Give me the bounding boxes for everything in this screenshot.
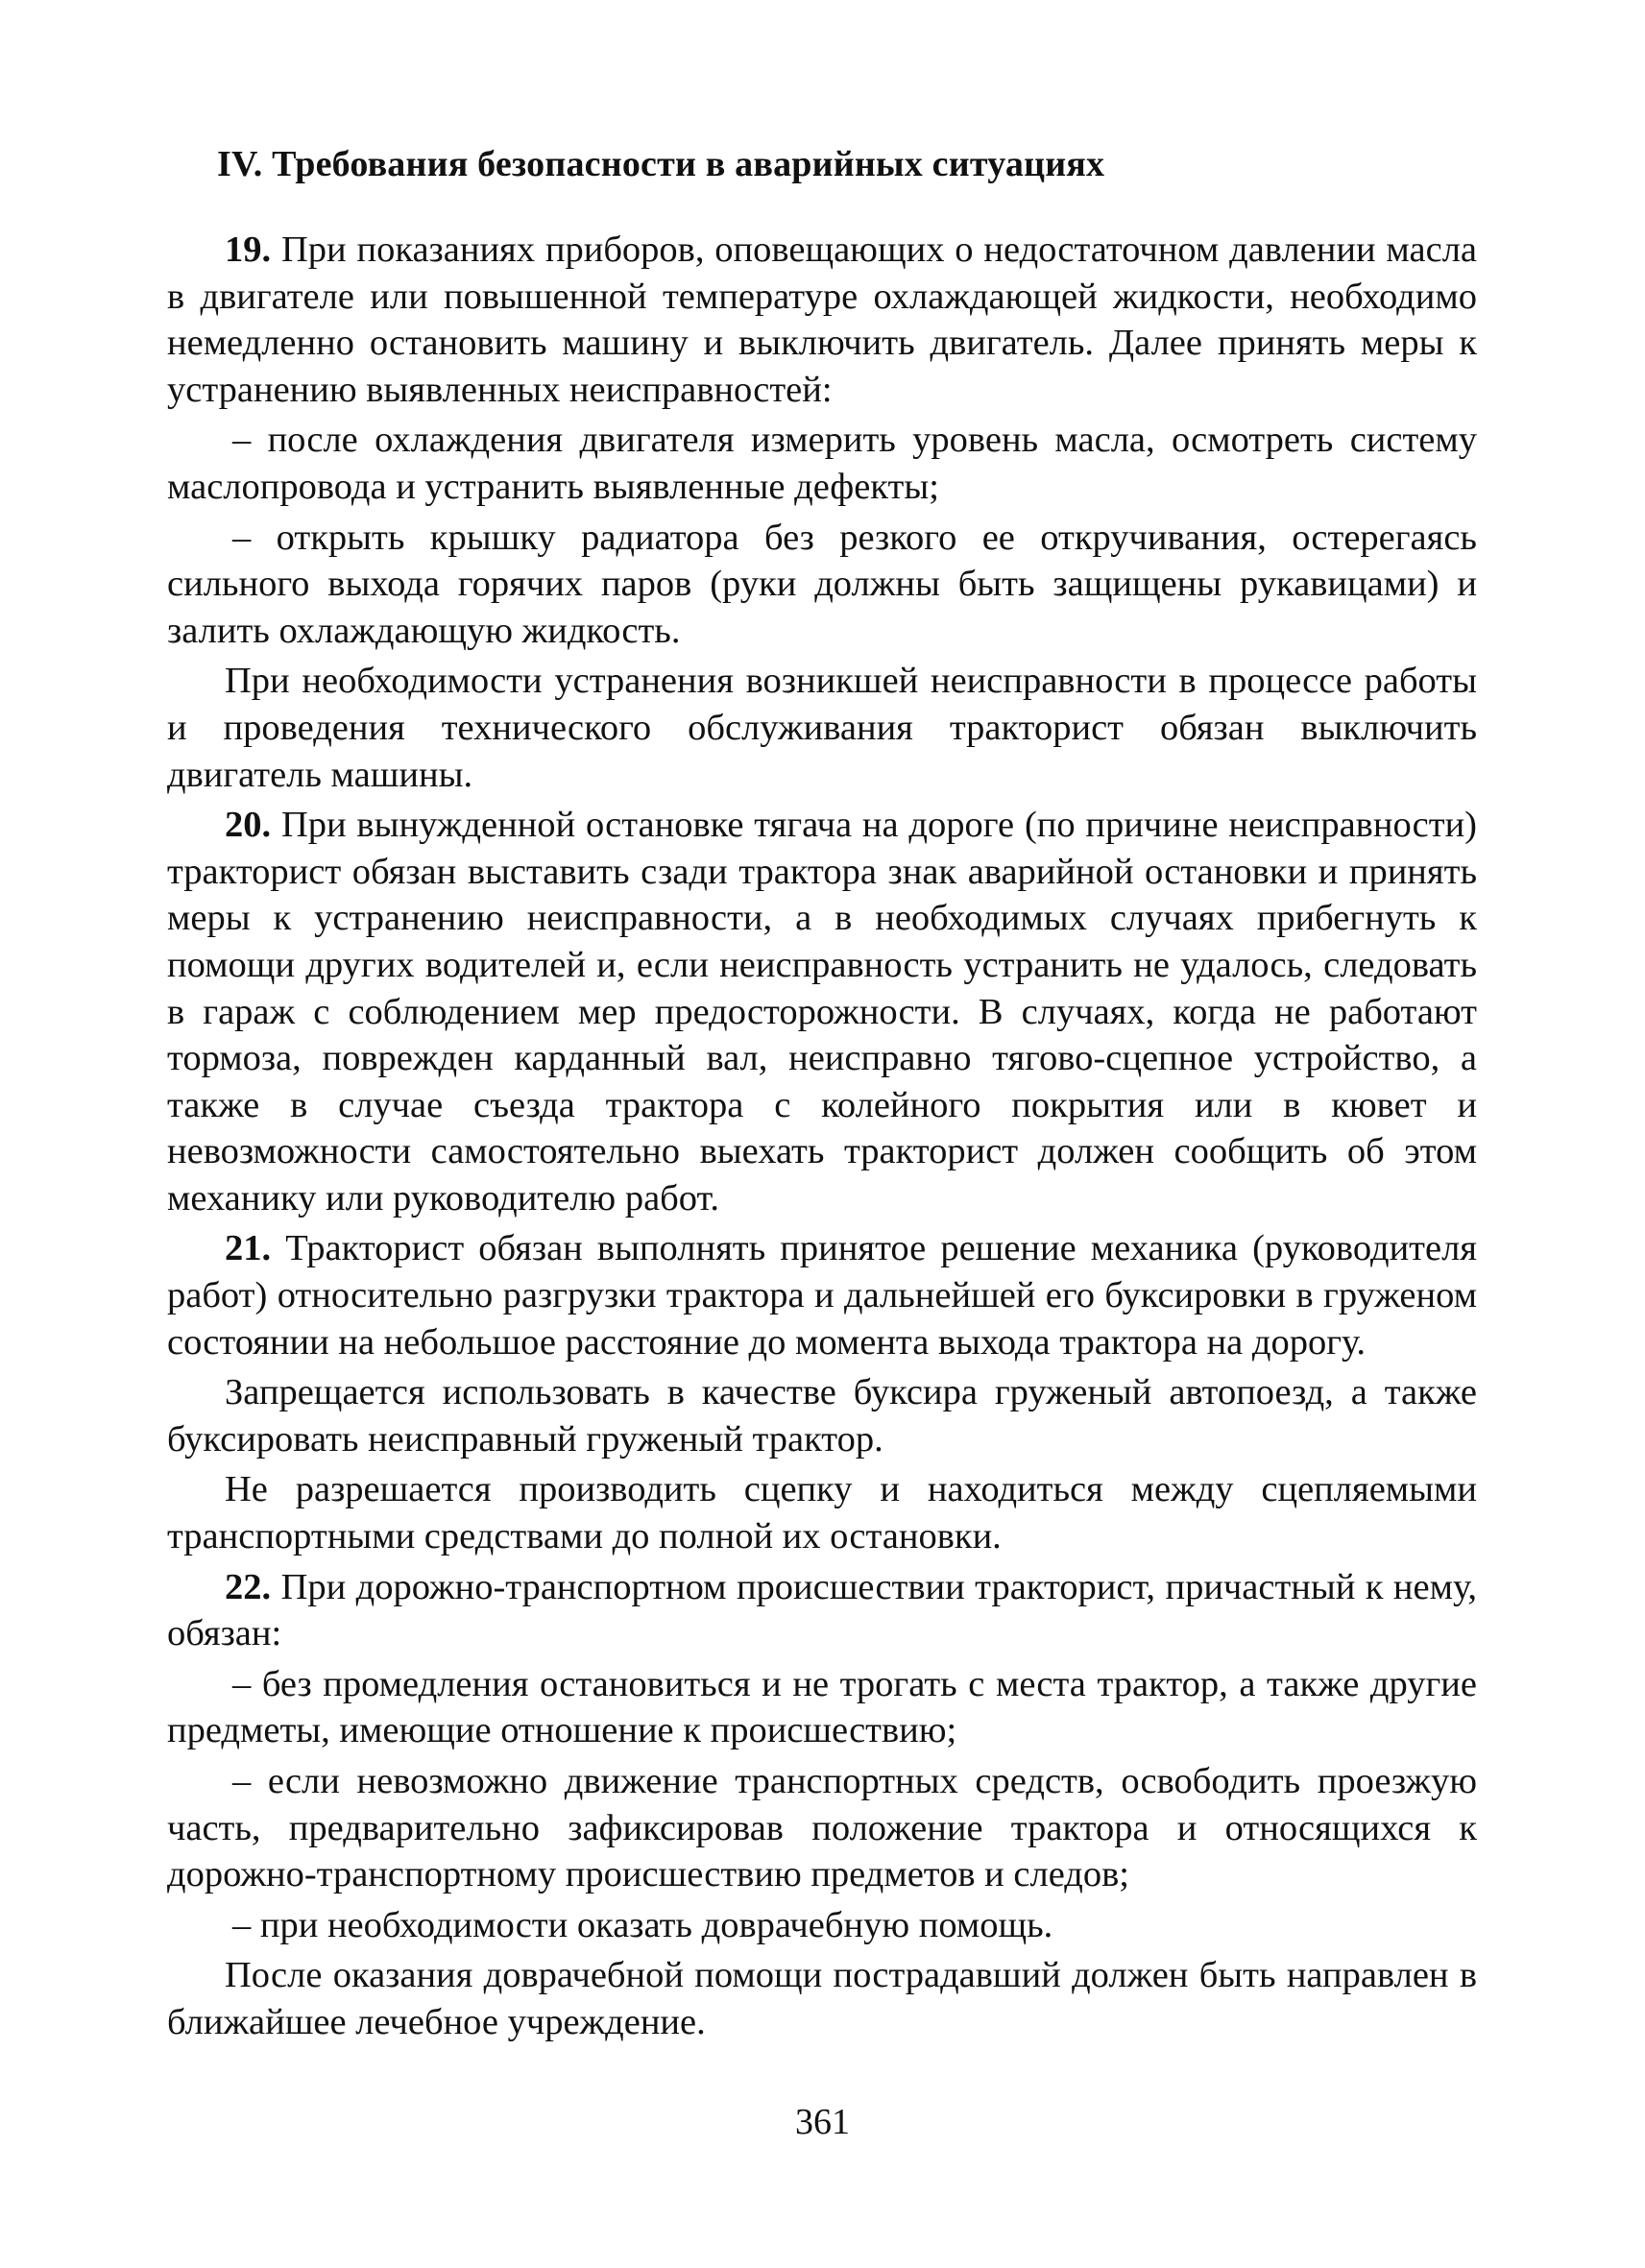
paragraph-19 <box>167 227 1477 413</box>
paragraph-text: – открыть крышку радиатора без резкого ее откручивания, остерегаясь сильного выхода горячих паров (руки должны быть защищены рукавицами) и залить охлаждающую жидкость. <box>167 517 1477 651</box>
paragraph-22-step-3 <box>167 1902 1477 1949</box>
paragraph-22-step-1 <box>167 1661 1477 1754</box>
paragraph-19-step-2 <box>167 515 1477 655</box>
paragraph-text: Не разрешается производить сцепку и находиться между сцепляемыми транспортными средствами до полной их остановки. <box>167 1469 1477 1557</box>
paragraph-text: После оказания доврачебной помощи пострадавший должен быть направлен в ближайшее лечебное учреждение. <box>167 1955 1477 2042</box>
paragraph-22 <box>167 1564 1477 1657</box>
paragraph-text: – после охлаждения двигателя измерить уровень масла, осмотреть систему маслопровода и устранить выявленные дефекты; <box>167 420 1477 507</box>
paragraph-21-prohibition <box>167 1369 1477 1462</box>
item-number: 21. <box>225 1228 272 1269</box>
section-heading: IV. Требования безопасности в аварийных ситуациях <box>217 144 1105 184</box>
document-page <box>167 142 1477 2050</box>
item-number: 19. <box>225 229 272 270</box>
paragraph-21 <box>167 1225 1477 1365</box>
paragraph-text: Запрещается использовать в качестве буксира груженый автопоезд, а также буксировать неисправный груженый трактор. <box>167 1372 1477 1460</box>
item-number: 22. <box>225 1566 272 1607</box>
paragraph-text: При дорожно-транспортном происшествии тракторист, причастный к нему, обязан: <box>167 1566 1478 1654</box>
paragraph-text: – если невозможно движение транспортных средств, освободить проезжую часть, предварительно зафиксировав положение трактора и относящихся к дорожно-транспортному происшествию предметов и следов; <box>167 1761 1477 1895</box>
paragraph-text: При вынужденной остановке тягача на дороге (по причине неисправности) тракторист обязан выставить сзади трактора знак аварийной остановки и принять меры к устранению неисправности, а в необходимых случаях прибегнуть к помощи других водителей и, если неисправность устранить не удалось, следовать в гараж с соблюдением мер предосторожности. В случаях, когда не работают тормоза, поврежден карданный вал, неисправно тягово-сцепное устройство, а также в случае съезда трактора с колейного покрытия или в кювет и невозможности самостоятельно выехать тракторист должен сообщить об этом механику или руководителю работ. <box>167 805 1478 1218</box>
paragraph-19-note <box>167 658 1477 798</box>
paragraph-text: – без промедления остановиться и не трогать с места трактор, а также другие предметы, имеющие отношение к происшествию; <box>167 1663 1477 1751</box>
paragraph-20 <box>167 802 1477 1221</box>
paragraph-text: При необходимости устранения возникшей неисправности в процессе работы и проведения технического обслуживания тракторист обязан выключить двигатель машины. <box>167 661 1477 795</box>
paragraph-21-coupling <box>167 1466 1477 1559</box>
item-number: 20. <box>225 805 272 846</box>
paragraph-19-step-1 <box>167 417 1477 510</box>
page-number: 361 <box>795 2102 850 2142</box>
paragraph-text: – при необходимости оказать доврачебную помощь. <box>232 1904 1053 1945</box>
paragraph-text: Тракторист обязан выполнять принятое решение механика (руководителя работ) относительно разгрузки трактора и дальнейшей его буксировки в груженом состоянии на небольшое расстояние до момента выхода трактора на дорогу. <box>167 1228 1478 1363</box>
paragraph-22-final <box>167 1952 1477 2045</box>
paragraph-text: При показаниях приборов, оповещающих о недостаточном давлении масла в двигателе или повышенной температуре охлаждающей жидкости, необходимо немедленно остановить машину и выключить двигатель. Далее принять меры к устранению выявленных неисправностей: <box>167 229 1477 410</box>
paragraph-22-step-2 <box>167 1758 1477 1898</box>
